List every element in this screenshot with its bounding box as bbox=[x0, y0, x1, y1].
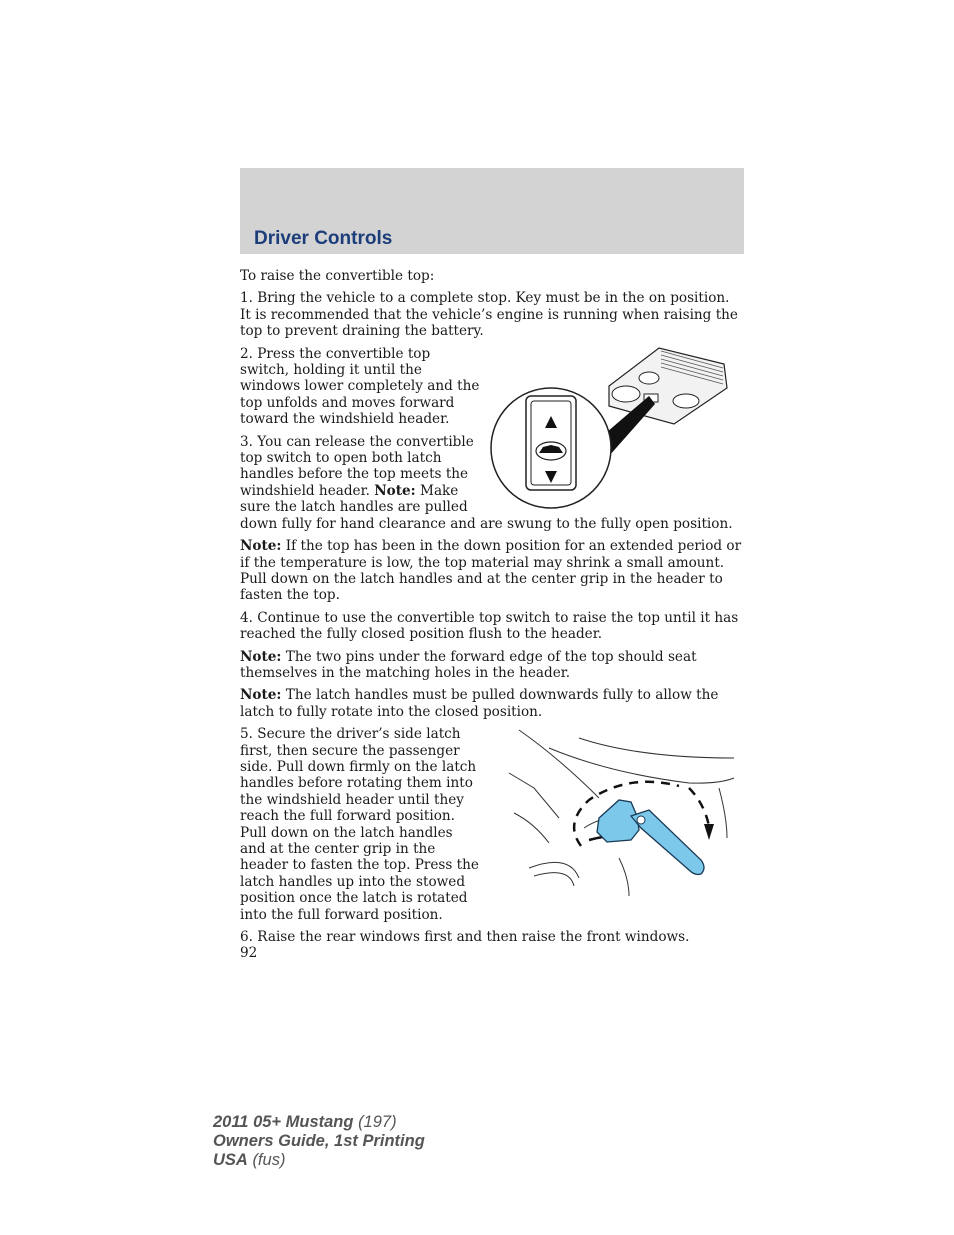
note-3: Note: The latch handles must be pulled downwards fully to allow the latch to fully rotate into the closed position. bbox=[240, 687, 719, 720]
step-1: 1. Bring the vehicle to a complete stop. Key must be in the on position. It is recommended that the vehicle’s engine is running when raising the top to prevent draining the battery. bbox=[240, 290, 738, 340]
footer bbox=[213, 1113, 425, 1170]
latch-handle-illustration bbox=[489, 728, 744, 898]
footer-line-3: USA (fus) bbox=[213, 1151, 286, 1169]
step-5: 5. Secure the driver’s side latch first, then secure the passenger side. Pull down firmly on the latch handles before rotating them into the windshield header until they reach the full forward position. Pull down on the latch handles and at the center grip in the header to fasten the top. Press the latch handles up into the stowed position once the latch is rotated into the full forward position. bbox=[240, 726, 479, 923]
note-1: Note: If the top has been in the down position for an extended period or if the temperature is low, the top material may shrink a small amount. Pull down on the latch handles and at the center grip in the header to fasten the top. bbox=[240, 538, 742, 604]
step-4: 4. Continue to use the convertible top switch to raise the top until it has reached the fully closed position flush to the header. bbox=[240, 609, 739, 643]
convertible-top-switch-illustration bbox=[489, 346, 744, 512]
page-content bbox=[240, 268, 744, 962]
footer-line-2: Owners Guide, 1st Printing bbox=[213, 1132, 425, 1150]
section-header bbox=[240, 168, 744, 254]
note-2: Note: The two pins under the forward edge of the top should seat themselves in the matching holes in the header. bbox=[240, 648, 697, 681]
section-title: Driver Controls bbox=[254, 228, 393, 249]
footer-line-1: 2011 05+ Mustang (197) bbox=[213, 1113, 397, 1131]
step-2: 2. Press the convertible top switch, holding it until the windows lower completely and the top unfolds and moves forward toward the windshield header. bbox=[240, 345, 480, 428]
intro-text: To raise the convertible top: bbox=[240, 268, 435, 284]
step-3: 3. You can release the convertible top switch to open both latch handles before the top meets the windshield header. Note: Make sure the latch handles are pulled down fully for hand clearance and are swung to the fully open position. bbox=[240, 433, 733, 532]
page-number: 92 bbox=[240, 945, 258, 962]
step-6: 6. Raise the rear windows first and then raise the front windows. bbox=[240, 929, 690, 946]
convertible-top-switch-icon bbox=[536, 442, 566, 460]
